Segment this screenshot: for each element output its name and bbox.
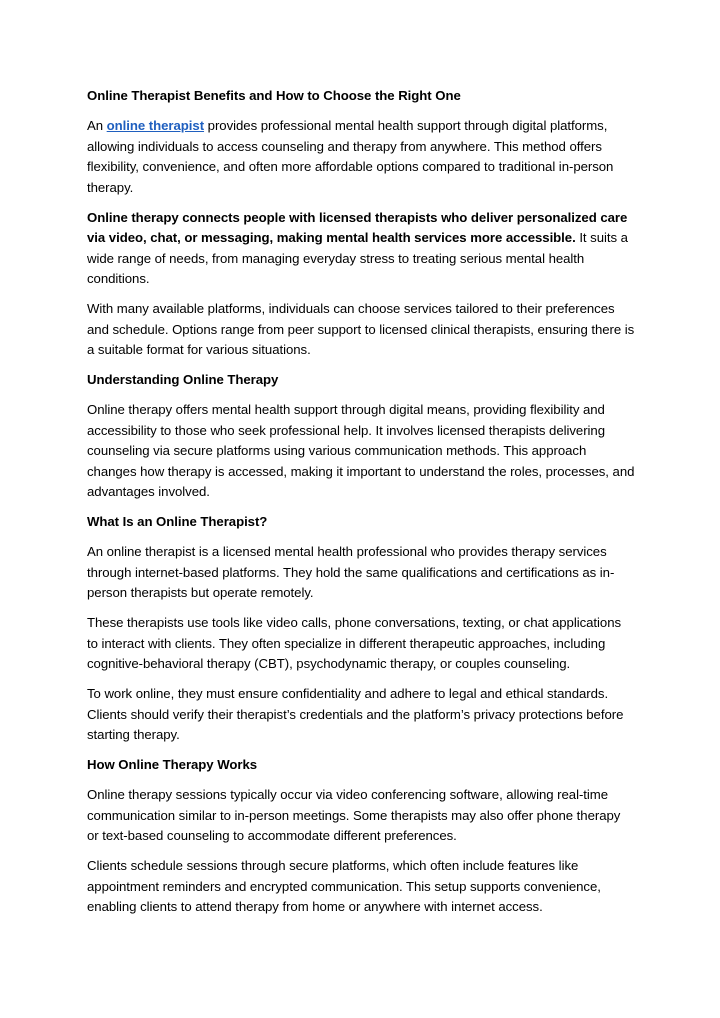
what-is-paragraph-3: To work online, they must ensure confidentiality and adhere to legal and ethical standards. Clients should verify their therapist’s credentials and the platform’s privacy protections before starting therapy. <box>87 686 624 742</box>
summary-bold-text: Online therapy connects people with licensed therapists who deliver personalized care via video, chat, or messaging, making mental health services more accessible. <box>87 209 628 245</box>
understanding-paragraph-1: Online therapy offers mental health support through digital means, providing flexibility and accessibility to those who seek professional help. It involves licensed therapists delivering counseling via secure platforms using various communication methods. This approach changes how therapy is accessed, making it important to understand the roles, processes, and advantages involved. <box>87 402 635 499</box>
what-is-paragraph-2: These therapists use tools like video calls, phone conversations, texting, or chat applications to interact with clients. They often specialize in different therapeutic approaches, including cognitive-behavioral therapy (CBT), psychodynamic therapy, or couples counseling. <box>87 615 622 671</box>
section-heading-understanding: Understanding Online Therapy <box>87 372 279 387</box>
summary-rest-text: It suits a wide range of needs, from managing everyday stress to treating serious mental health conditions. <box>87 230 628 286</box>
what-is-paragraph-1: An online therapist is a licensed mental health professional who provides therapy services through internet-based platforms. They hold the same qualifications and certifications as in-person therapists but operate remotely. <box>87 544 615 600</box>
summary-paragraph <box>87 208 635 290</box>
how-it-works-paragraph-2: Clients schedule sessions through secure platforms, which often include features like appointment reminders and encrypted communication. This setup supports convenience, enabling clients to attend therapy from home or anywhere with internet access. <box>87 858 601 914</box>
document-page <box>87 86 635 927</box>
section-heading-how-it-works: How Online Therapy Works <box>87 757 258 772</box>
intro-suffix: provides professional mental health support through digital platforms, allowing individuals to access counseling and therapy from anywhere. This method offers flexibility, convenience, and often more affordable options compared to traditional in-person therapy. <box>87 118 614 195</box>
online-therapist-link[interactable]: online therapist <box>106 118 205 133</box>
how-it-works-paragraph-1: Online therapy sessions typically occur via video conferencing software, allowing real-time communication similar to in-person meetings. Some therapists may also offer phone therapy or text-based counseling to accommodate different preferences. <box>87 787 621 843</box>
section-heading-what-is: What Is an Online Therapist? <box>87 514 268 529</box>
intro-paragraph <box>87 116 635 198</box>
options-paragraph: With many available platforms, individuals can choose services tailored to their preferences and schedule. Options range from peer support to licensed clinical therapists, ensuring there is a suitable format for various situations. <box>87 301 635 357</box>
intro-prefix: An <box>87 118 107 133</box>
document-title: Online Therapist Benefits and How to Choose the Right One <box>87 88 461 103</box>
